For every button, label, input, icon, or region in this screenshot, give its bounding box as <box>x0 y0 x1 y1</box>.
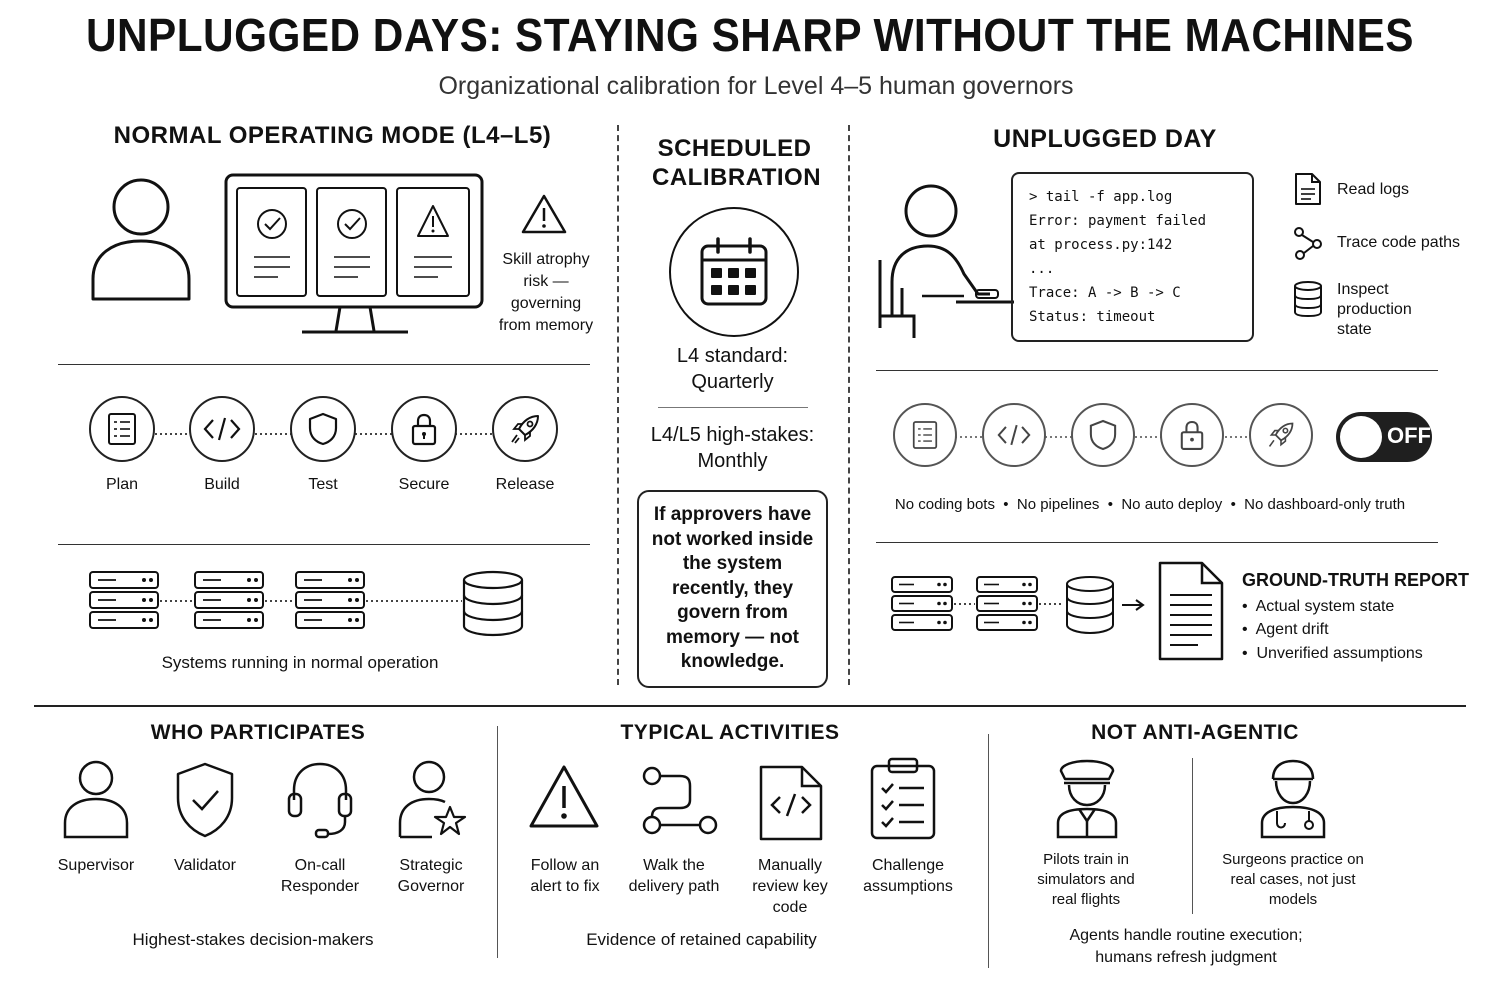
divider-line <box>876 542 1438 543</box>
action-read-logs: Read logs <box>1337 181 1410 198</box>
calendar-icon <box>669 207 799 337</box>
check-circle-icon <box>258 210 286 238</box>
shield-icon <box>290 396 356 462</box>
activities-caption: Evidence of retained capability <box>586 930 817 949</box>
trace-icon <box>1292 226 1324 260</box>
report-item-text: Unverified assumptions <box>1256 645 1423 662</box>
unplugged-title: UNPLUGGED DAY <box>993 125 1217 153</box>
calibration-title: SCHEDULED CALIBRATION <box>652 135 822 191</box>
terminal-line: Trace: A -> B -> C <box>1029 285 1181 301</box>
rocket-icon <box>1249 403 1313 467</box>
systems-caption: Systems running in normal operation <box>161 653 439 672</box>
server-icon <box>296 572 364 628</box>
warning-icon <box>528 764 600 830</box>
server-icon <box>195 572 263 628</box>
divider-line <box>58 364 590 365</box>
code-file-icon <box>758 764 824 842</box>
activity-follow-alert: Follow an alert to fix <box>530 857 600 895</box>
stage-label-build: Build <box>204 476 240 493</box>
role-strategic: Strategic Governor <box>397 857 465 895</box>
divider-left <box>617 125 619 685</box>
server-icon <box>977 577 1037 630</box>
column-divider <box>988 734 989 968</box>
person-star-icon <box>398 759 470 839</box>
check-circle-icon <box>338 210 366 238</box>
surgeon-icon <box>1259 757 1327 839</box>
not-anti-caption: Agents handle routine execution; humans refresh judgment <box>1069 927 1303 966</box>
pilot-icon <box>1055 757 1119 839</box>
participants-title: WHO PARTICIPATES <box>150 721 366 744</box>
headset-icon <box>286 760 354 838</box>
high-stakes-frequency: L4/L5 high-stakes: Monthly <box>650 424 815 472</box>
monitor-icon <box>224 173 486 335</box>
activity-challenge: Challenge assumptions <box>863 857 953 895</box>
database-icon <box>1292 280 1324 318</box>
warning-icon <box>521 194 567 234</box>
action-inspect-state: Inspect production state <box>1337 281 1412 338</box>
terminal-window <box>1011 172 1254 342</box>
report-item: • Actual system state <box>1242 598 1395 615</box>
shield-check-icon <box>174 762 236 838</box>
server-row <box>90 570 530 640</box>
shield-icon <box>1071 403 1135 467</box>
lock-icon <box>1160 403 1224 467</box>
warning-icon <box>418 206 448 236</box>
pilots-note: Pilots train in simulators and real flights <box>1037 851 1135 908</box>
stage-label-plan: Plan <box>105 476 139 493</box>
person-at-desk-icon <box>872 178 1017 340</box>
stage-label-secure: Secure <box>398 476 450 493</box>
document-icon <box>1294 172 1322 206</box>
surgeons-note: Surgeons practice on real cases, not just models <box>1222 851 1364 908</box>
page-subtitle: Organizational calibration for Level 4–5 human governors <box>438 72 1074 100</box>
divider-line <box>876 370 1438 371</box>
ground-truth-flow <box>892 575 1132 637</box>
clipboard-checklist-icon <box>869 756 937 840</box>
terminal-line: ... <box>1029 261 1055 277</box>
report-title: GROUND-TRUTH REPORT <box>1242 570 1469 590</box>
rocket-icon <box>492 396 558 462</box>
skill-atrophy-note: Skill atrophy risk — governing from memory <box>498 251 594 334</box>
divider-line <box>658 407 808 408</box>
database-icon <box>464 572 522 635</box>
report-item: • Unverified assumptions <box>1242 645 1423 662</box>
column-divider <box>497 726 498 958</box>
stage-label-release: Release <box>495 476 555 493</box>
role-supervisor: Supervisor <box>57 857 135 874</box>
automation-toggle[interactable] <box>1336 412 1432 462</box>
toggle-label: OFF <box>1387 423 1431 448</box>
divider-right <box>848 125 850 685</box>
role-validator: Validator <box>174 857 236 874</box>
database-icon <box>1067 577 1113 633</box>
terminal-line: Error: payment failed <box>1029 213 1207 229</box>
report-item: • Agent drift <box>1242 621 1329 638</box>
activity-review-code: Manually review key code <box>752 857 828 916</box>
divider-line <box>58 544 590 545</box>
server-icon <box>90 572 158 628</box>
not-anti-agentic-title: NOT ANTI-AGENTIC <box>1091 721 1299 744</box>
report-document-icon <box>1158 561 1224 661</box>
server-icon <box>892 577 952 630</box>
terminal-line: > tail -f app.log <box>1029 189 1173 205</box>
checklist-icon <box>89 396 155 462</box>
report-item-text: Actual system state <box>1255 598 1395 615</box>
person-icon <box>63 759 129 839</box>
activities-title: TYPICAL ACTIVITIES <box>620 721 840 744</box>
lock-icon <box>391 396 457 462</box>
stage-label-test: Test <box>308 476 338 493</box>
terminal-line: at process.py:142 <box>1029 237 1173 253</box>
code-icon <box>982 403 1046 467</box>
section-divider <box>34 705 1466 707</box>
participants-caption: Highest-stakes decision-makers <box>132 930 374 949</box>
code-icon <box>189 396 255 462</box>
person-icon <box>90 175 192 301</box>
calibration-callout <box>637 490 828 688</box>
page-title: UNPLUGGED DAYS: STAYING SHARP WITHOUT THE MACHINES <box>86 9 1414 61</box>
activity-walk-path: Walk the delivery path <box>628 857 720 895</box>
toggle-knob <box>1340 416 1382 458</box>
l4-standard: L4 standard: Quarterly <box>676 345 789 393</box>
delivery-path-icon <box>640 766 720 836</box>
callout-text: If approvers have not worked inside the system recently, they govern from memory — not knowledge. <box>651 504 814 673</box>
normal-mode-title: NORMAL OPERATING MODE (L4–L5) <box>113 122 552 149</box>
report-item-text: Agent drift <box>1255 621 1329 638</box>
action-trace-code: Trace code paths <box>1337 234 1461 251</box>
arrow-icon <box>1122 598 1146 612</box>
terminal-line: Status: timeout <box>1029 309 1156 325</box>
checklist-icon <box>893 403 957 467</box>
column-divider <box>1192 758 1193 914</box>
role-oncall: On-call Responder <box>280 857 360 895</box>
disabled-tools-list: No coding bots • No pipelines • No auto deploy • No dashboard-only truth <box>894 496 1406 513</box>
